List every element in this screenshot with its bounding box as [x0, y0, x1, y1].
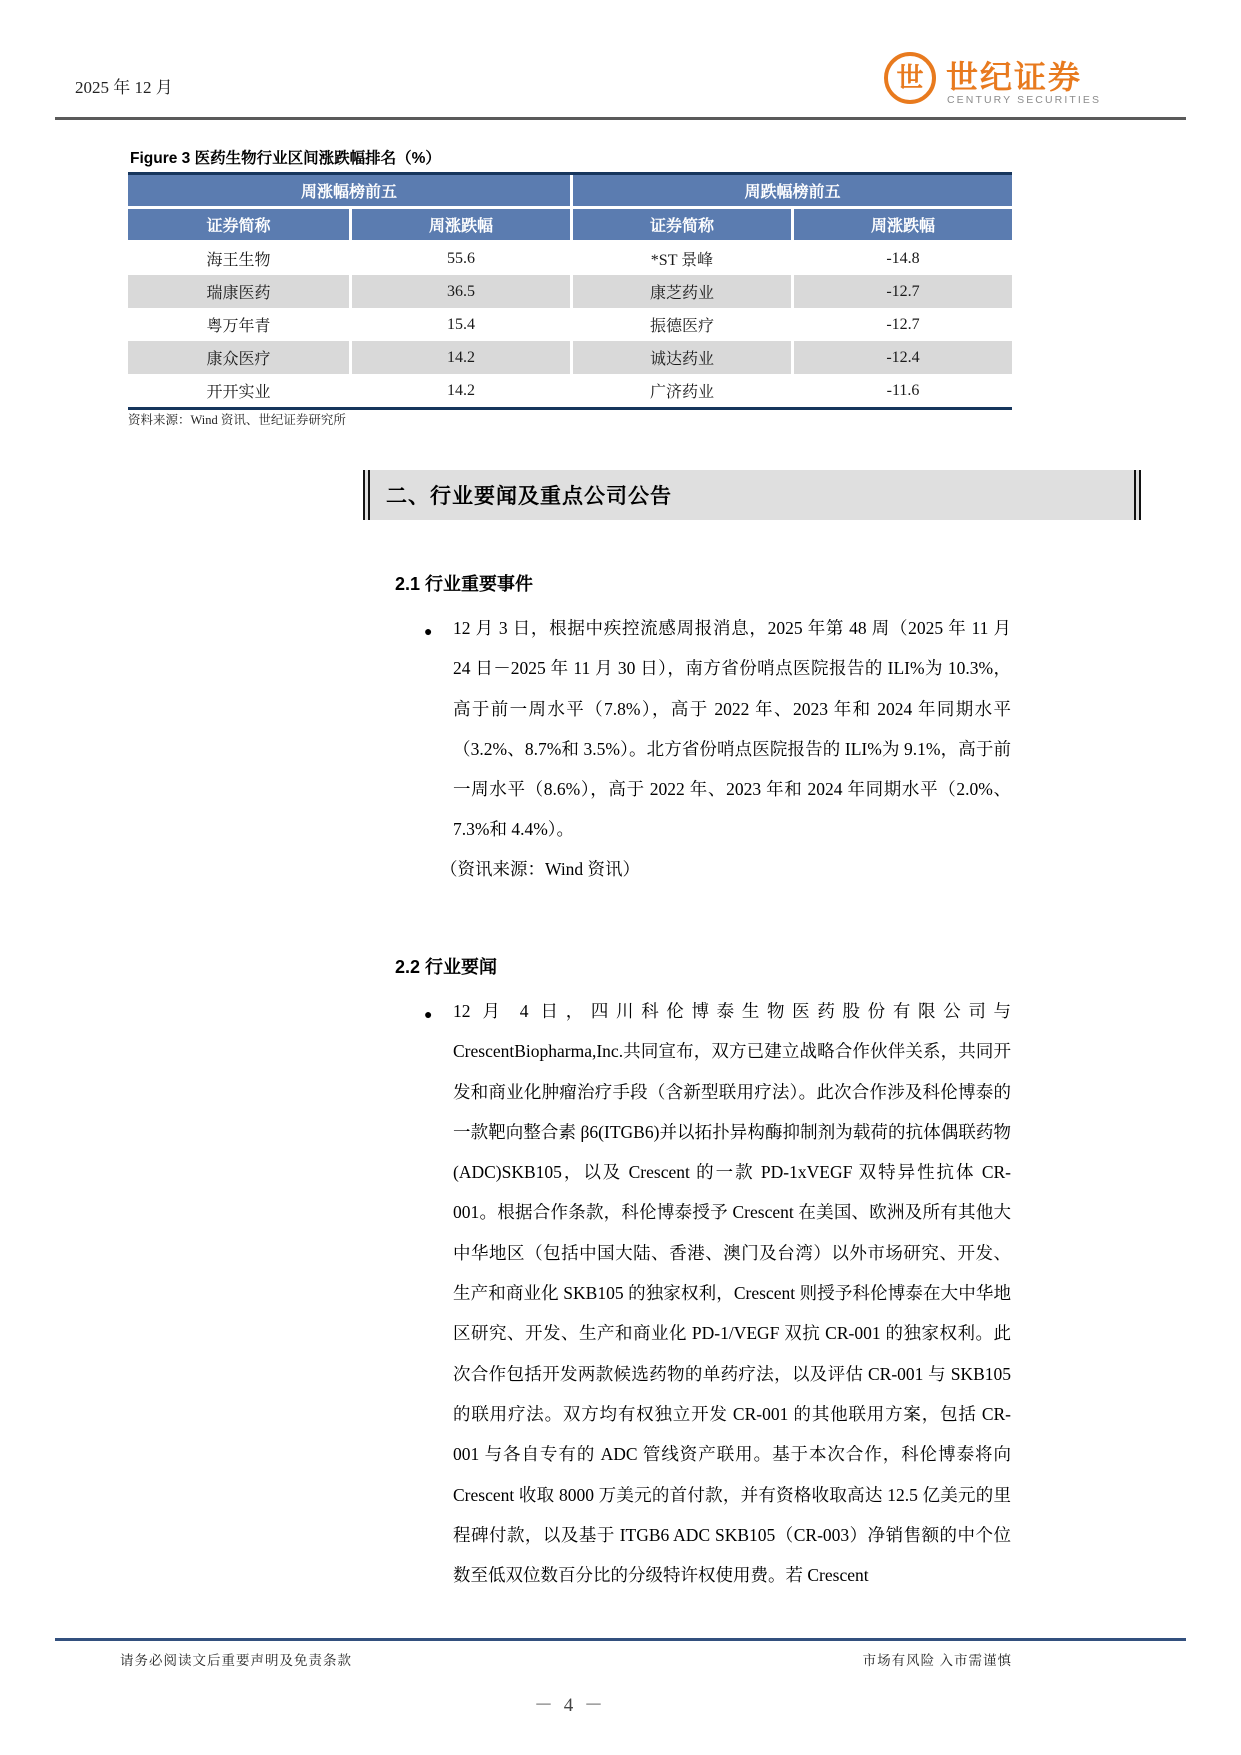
subsection-2-1-title: 2.1 行业重要事件 [395, 574, 534, 594]
table-cell: 瑞康医药 [128, 275, 349, 308]
table-column-header-row [128, 209, 1012, 242]
brand-name-cn: 世纪证券 [946, 59, 1083, 95]
table-row [128, 374, 1012, 407]
table-row [128, 308, 1012, 341]
figure3-table [128, 172, 1012, 410]
brand-name-en: CENTURY SECURITIES [947, 94, 1102, 106]
table-cell: -11.6 [791, 374, 1012, 407]
table-cell: -12.4 [791, 341, 1012, 374]
table-cell: -12.7 [791, 275, 1012, 308]
table-row [128, 275, 1012, 308]
subsection-2-1-paragraph: 12 月 3 日，根据中疾控流感周报消息，2025 年第 48 周（2025 年 11 月 24 日－2025 年 11 月 30 日），南方省份哨点医院报告的 ILI%为 10.3%，高于前一周水平（7.8%），高于 2022 年、2023 年和 2024 年同期水平（3.2%、8.7%和 3.5%）。北方省份哨点医院报告的 ILI%为 9.1%，高于前一周水平（8.6%），高于 2022 年、2023 年和 2024 年同期水平（2.0%、7.3%和 4.4%）。 [453, 618, 1011, 840]
figure-source-note: 资料来源：Wind 资讯、世纪证券研究所 [128, 413, 346, 427]
table-cell: 开开实业 [128, 374, 349, 407]
bullet-icon: ● [424, 1006, 433, 1022]
table-group-header-row [128, 175, 1012, 209]
col-header: 证券简称 [128, 209, 349, 240]
table-cell: 14.2 [349, 374, 570, 407]
table-cell: 粤万年青 [128, 308, 349, 341]
col-header: 周涨跌幅 [791, 209, 1012, 240]
bullet-icon: ● [424, 623, 433, 639]
table-cell: 康众医疗 [128, 341, 349, 374]
section-heading: 二、行业要闻及重点公司公告 [386, 485, 672, 508]
table-cell: 36.5 [349, 275, 570, 308]
company-logo-icon [884, 52, 936, 104]
page-number: － 4 － [533, 1695, 606, 1716]
footer-disclaimer: 请务必阅读文后重要声明及免责条款 [120, 1653, 352, 1668]
table-row [128, 242, 1012, 275]
table-cell: *ST 景峰 [570, 242, 791, 275]
footer-divider [55, 1638, 1186, 1641]
col-header: 周涨跌幅 [349, 209, 570, 240]
table-cell: 海王生物 [128, 242, 349, 275]
group-header-losers: 周跌幅榜前五 [570, 175, 1012, 206]
table-cell: 康芝药业 [570, 275, 791, 308]
col-header: 证券简称 [570, 209, 791, 240]
footer-risk-note: 市场有风险 入市需谨慎 [862, 1653, 1012, 1668]
table-row [128, 341, 1012, 374]
subsection-2-2-paragraph: 12 月 4 日，四川科伦博泰生物医药股份有限公司与 CrescentBiopharma,Inc.共同宣布，双方已建立战略合作伙伴关系，共同开发和商业化肿瘤治疗手段（含新型联用疗法）。此次合作涉及科伦博泰的一款靶向整合素 β6(ITGB6)并以拓扑异构酶抑制剂为载荷的抗体偶联药物(ADC)SKB105，以及 Crescent 的一款 PD-1xVEGF 双特异性抗体 CR-001。根据合作条款，科伦博泰授予 Crescent 在美国、欧洲及所有其他大中华地区（包括中国大陆、香港、澳门及台湾）以外市场研究、开发、生产和商业化 SKB105 的独家权利，Crescent 则授予科伦博泰在大中华地区研究、开发、生产和商业化 PD-1/VEGF 双抗 CR-001 的独家权利。此次合作包括开发两款候选药物的单药疗法，以及评估 CR-001 与 SKB105 的联用疗法。双方均有权独立开发 CR-001 的其他联用方案，包括 CR-001 与各自专有的 ADC 管线资产联用。基于本次合作，科伦博泰将向 Crescent 收取 8000 万美元的首付款，并有资格收取高达 12.5 亿美元的里程碑付款，以及基于 ITGB6 ADC SKB105（CR-003）净销售额的中个位数至低双位数百分比的分级特许权使用费。若 Crescent [453, 1001, 1011, 1586]
table-cell: 15.4 [349, 308, 570, 341]
figure-title: Figure 3 医药生物行业区间涨跌幅排名（%） [130, 150, 441, 167]
table-cell: -12.7 [791, 308, 1012, 341]
table-cell: 55.6 [349, 242, 570, 275]
header-divider [55, 117, 1186, 120]
section-heading-bar [363, 470, 1141, 520]
group-header-gainers: 周涨幅榜前五 [128, 175, 570, 206]
table-cell: 广济药业 [570, 374, 791, 407]
table-cell: 14.2 [349, 341, 570, 374]
table-cell: -14.8 [791, 242, 1012, 275]
subsection-2-2-title: 2.2 行业要闻 [395, 957, 498, 977]
subsection-2-1-source: （资讯来源：Wind 资讯） [440, 859, 641, 879]
table-cell: 诚达药业 [570, 341, 791, 374]
report-date: 2025 年 12 月 [75, 78, 173, 97]
logo-glyph: 世 [896, 62, 924, 93]
table-cell: 振德医疗 [570, 308, 791, 341]
